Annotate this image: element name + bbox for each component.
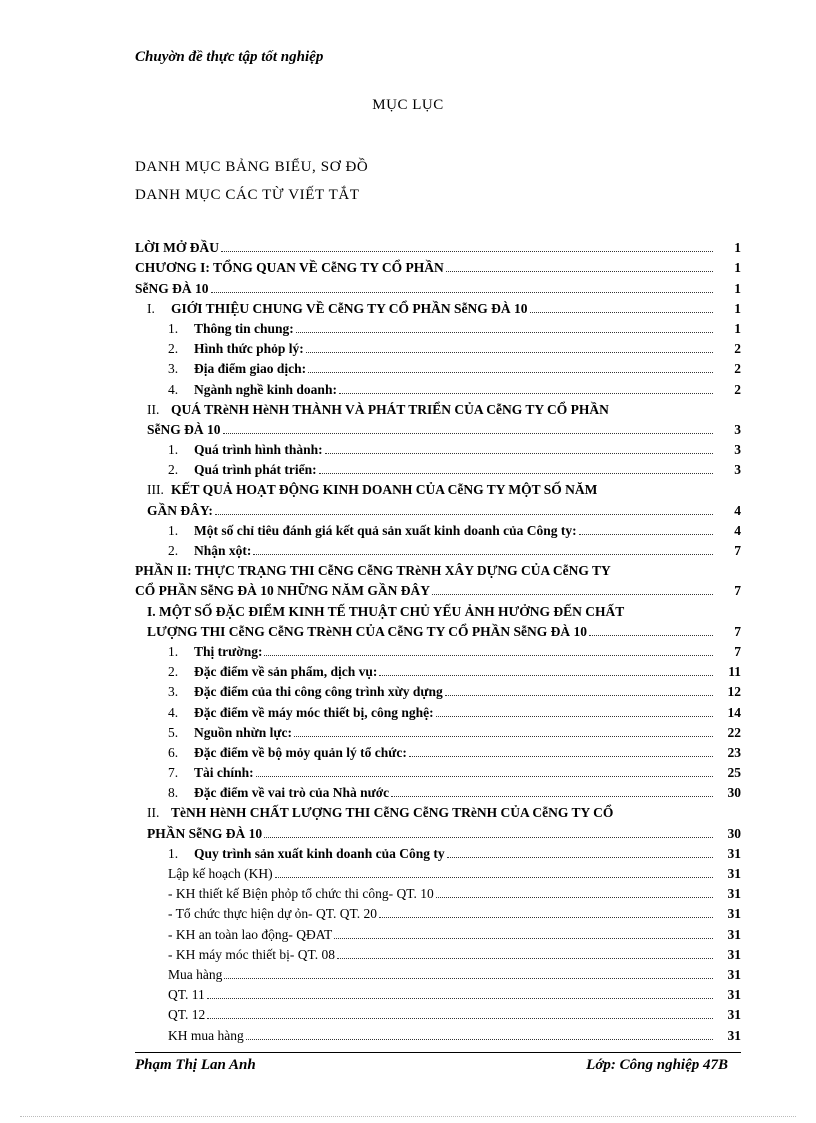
toc-entry[interactable] [135,519,741,539]
toc-entry-label: Mua hàng [168,966,223,982]
toc-entry-label: Nhận xột: [194,543,252,558]
toc-entry-page: 1 [734,280,741,296]
toc-entry-page: 22 [727,724,741,740]
toc-entry[interactable] [135,943,741,963]
toc-entry-page: 3 [734,421,741,437]
toc-entry-page: 1 [734,320,741,336]
toc-entry-page: 2 [734,341,741,357]
toc-entry[interactable] [135,700,741,720]
toc-entry[interactable] [135,660,741,680]
header-note: Chuyờn đề thực tập tốt nghiệp [135,49,324,65]
toc-entry[interactable] [135,559,741,579]
toc-entry-label: I. MỘT SỐ ĐẶC ĐIỂM KINH TẾ THUẬT CHỦ YẾU ẢNH HƯỞNG ĐẾN CHẤT [147,603,625,619]
toc-entry-label: SễNG ĐÀ 10 [147,421,221,437]
toc-entry-label: CỔ PHẦN SễNG ĐÀ 10 NHỮNG NĂM GẦN ĐÂY [135,583,430,599]
footer-author: Phạm Thị Lan Anh [135,1057,256,1073]
toc-entry-label: Một số chỉ tiêu đánh giá kết quả sản xuất kinh doanh của Công ty: [194,522,577,538]
toc-entry-label: - Tổ chức thực hiện dự ỏn- QT. QT. 20 [168,906,378,922]
toc-leader-dots [391,795,713,797]
toc-leader-dots [445,694,713,696]
toc-leader-dots [447,856,713,858]
table-of-contents [135,236,741,1044]
toc-leader-dots [253,553,713,555]
toc-entry-label: Đặc điểm của thi công công trình xừy dựng [194,684,443,700]
toc-entry-number: 1. [168,442,179,458]
toc-leader-dots [275,876,713,878]
toc-entry-number: 5. [168,724,179,740]
toc-leader-dots [296,331,713,333]
toc-entry-label: Đặc điểm về vai trò của Nhà nước [194,785,390,801]
toc-entry[interactable] [135,761,741,781]
toc-entry-page: 2 [734,361,741,377]
toc-entry-page: 14 [727,704,741,720]
toc-entry-number: 2. [168,543,179,558]
toc-entry[interactable] [135,821,741,841]
toc-entry[interactable] [135,478,741,498]
toc-entry-page: 30 [727,785,741,801]
toc-entry-roman: III. [147,482,164,498]
toc-leader-dots [436,896,713,898]
toc-entry[interactable] [135,498,741,518]
toc-entry-page: 11 [728,664,741,680]
toc-leader-dots [325,452,713,454]
footer-class: Lớp: Công nghiệp 47B [586,1057,728,1073]
toc-entry-label: - KH an toàn lao động- QĐAT [168,926,333,942]
toc-entry-page: 31 [727,866,741,881]
toc-entry[interactable] [135,741,741,761]
toc-entry-number: 4. [168,381,179,397]
toc-entry-label: Quá trình phát triển: [194,462,317,478]
toc-leader-dots [436,715,713,717]
toc-entry-page: 1 [734,300,741,316]
toc-entry[interactable] [135,539,741,559]
toc-entry[interactable] [135,297,741,317]
toc-entry-page: 4 [734,522,741,538]
toc-entry[interactable] [135,377,741,397]
toc-entry-label: Tài chính: [194,765,254,781]
toc-leader-dots [207,997,713,999]
toc-entry-label: Hình thức phỏp lý: [194,341,304,357]
toc-entry-number: 1. [168,522,179,538]
toc-leader-dots [211,291,714,293]
toc-entry-page: 12 [727,684,741,700]
toc-entry-page: 31 [727,906,741,922]
toc-entry[interactable] [135,902,741,922]
toc-leader-dots [224,977,713,979]
toc-leader-dots [530,311,713,313]
toc-entry-label: LỜI MỞ ĐẦU [135,240,219,256]
toc-entry[interactable] [135,1003,741,1023]
toc-entry-page: 31 [727,987,741,1003]
toc-entry-number: 4. [168,704,179,720]
toc-entry-label: KẾT QUẢ HOẠT ĐỘNG KINH DOANH CỦA CễNG TY MỘT SỐ NĂM [171,482,598,498]
toc-entry-label: Đặc điểm về sản phẩm, dịch vụ: [194,664,378,680]
toc-entry-page: 7 [734,623,741,639]
toc-entry-number: 1. [168,320,179,336]
toc-entry[interactable] [135,983,741,1003]
toc-entry-label: Đặc điểm về máy móc thiết bị, công nghệ: [194,704,434,720]
toc-entry-label: Địa điểm giao dịch: [194,361,307,377]
toc-entry-label: Đặc điểm về bộ mỏy quản lý tổ chức: [194,744,407,760]
toc-leader-dots [306,351,713,353]
toc-entry-number: 2. [168,462,179,478]
toc-entry[interactable] [135,337,741,357]
toc-entry-page: 25 [727,765,741,781]
toc-entry-number: 2. [168,664,179,680]
toc-entry-page: 7 [734,583,741,599]
toc-entry[interactable] [135,862,741,882]
toc-entry-label: - KH máy móc thiết bị- QT. 08 [168,946,335,962]
toc-entry-label: PHẦN II: THỰC TRẠNG THI CễNG CễNG TRèNH XÂY DỰNG CỦA CễNG TY [135,563,611,579]
toc-entry-number: 6. [168,744,179,760]
toc-entry[interactable] [135,882,741,902]
toc-entry-number: 2. [168,341,179,357]
toc-entry[interactable] [135,599,741,619]
toc-entry-number: 1. [168,643,179,659]
toc-entry[interactable] [135,680,741,700]
toc-entry[interactable] [135,640,741,660]
toc-entry-roman: I. [147,300,155,316]
toc-entry[interactable] [135,357,741,377]
toc-leader-dots [264,654,713,656]
toc-entry-page: 31 [727,1007,741,1023]
toc-entry[interactable] [135,438,741,458]
toc-entry[interactable] [135,620,741,640]
toc-leader-dots [379,916,713,918]
toc-entry-label: Quy trình sản xuất kinh doanh của Công ty [194,845,445,861]
toc-entry-label: QUÁ TRèNH HèNH THÀNH VÀ PHÁT TRIỂN CỦA CễNG TY CỔ PHẦN [171,401,609,417]
toc-entry-number: 1. [168,845,179,861]
toc-leader-dots [432,593,713,595]
toc-entry[interactable] [135,236,741,256]
toc-leader-dots [334,937,713,939]
toc-leader-dots [207,1017,713,1019]
toc-entry-label: QT. 12 [168,1007,206,1023]
toc-leader-dots [446,270,713,272]
toc-leader-dots [379,674,713,676]
toc-entry-number: 7. [168,765,179,781]
toc-entry[interactable] [135,721,741,741]
toc-entry[interactable] [135,963,741,983]
toc-entry-label: - KH thiết kế Biện phỏp tổ chức thi công- QT. 10 [168,886,434,902]
toc-entry[interactable] [135,781,741,801]
toc-leader-dots [337,957,713,959]
toc-entry[interactable] [135,398,741,418]
toc-entry-page: 1 [734,240,741,256]
toc-entry[interactable] [135,276,741,296]
toc-entry-label: Thị trường: [194,643,263,659]
toc-entry-label: CHƯƠNG I: TỔNG QUAN VỀ CễNG TY CỔ PHẦN [135,260,444,276]
toc-entry-label: SễNG ĐÀ 10 [135,280,209,296]
toc-entry-label: GẦN ĐÂY: [147,502,213,518]
toc-entry-page: 2 [734,381,741,397]
toc-entry[interactable] [135,458,741,478]
toc-entry-label: PHẦN SễNG ĐÀ 10 [147,825,263,841]
toc-entry-number: 3. [168,684,179,700]
toc-leader-dots [246,1038,713,1040]
toc-leader-dots [579,533,713,535]
front-matter-item: DANH MỤC CÁC TỪ VIẾT TẮT [135,187,360,203]
toc-entry-label: Nguồn nhừn lực: [194,724,292,740]
toc-leader-dots [308,371,713,373]
toc-entry[interactable] [135,579,741,599]
toc-entry-label: QT. 11 [168,987,205,1003]
toc-entry-page: 3 [734,442,741,458]
toc-leader-dots [264,836,713,838]
toc-entry-page: 1 [734,260,741,276]
toc-entry-page: 23 [727,744,741,760]
toc-entry[interactable] [135,801,741,821]
page-title: MỤC LỤC [372,97,444,113]
footer-divider [135,1052,741,1053]
toc-entry[interactable] [135,922,741,942]
toc-leader-dots [589,634,713,636]
toc-entry-label: LƯỢNG THI CễNG CễNG TRèNH CỦA CễNG TY CỔ PHẦN SễNG ĐÀ 10 [147,623,587,639]
toc-entry[interactable] [135,1023,741,1043]
toc-leader-dots [319,472,713,474]
toc-entry-label: TèNH HèNH CHẤT LƯỢNG THI CễNG CễNG TRèNH CỦA CễNG TY CỔ [171,805,614,821]
toc-entry-page: 31 [727,966,741,982]
toc-entry-label: Ngành nghề kinh doanh: [194,381,337,397]
toc-leader-dots [221,250,713,252]
front-matter-item: DANH MỤC BẢNG BIỂU, SƠ ĐỒ [135,159,369,175]
toc-entry[interactable] [135,256,741,276]
page-edge [20,1116,796,1117]
toc-entry-label: Lập kế hoạch (KH) [168,866,273,881]
toc-entry-page: 31 [727,926,741,942]
toc-entry[interactable] [135,842,741,862]
toc-entry-number: 8. [168,785,179,801]
toc-entry[interactable] [135,317,741,337]
toc-entry-roman: II. [147,805,160,821]
toc-entry-page: 3 [734,462,741,478]
toc-leader-dots [223,432,714,434]
toc-entry-label: KH mua hàng [168,1027,244,1043]
toc-leader-dots [339,392,713,394]
toc-entry-label: Quá trình hình thành: [194,442,323,458]
toc-entry-label: Thông tin chung: [194,320,294,336]
toc-entry-page: 31 [727,886,741,902]
toc-leader-dots [256,775,713,777]
toc-entry-page: 31 [727,845,741,861]
toc-entry-number: 3. [168,361,179,377]
toc-leader-dots [215,513,713,515]
toc-entry-page: 7 [734,543,741,558]
toc-leader-dots [409,755,713,757]
toc-entry-page: 30 [727,825,741,841]
toc-leader-dots [294,735,713,737]
toc-entry-page: 31 [727,1027,741,1043]
toc-entry[interactable] [135,418,741,438]
toc-entry-roman: II. [147,401,160,417]
toc-entry-page: 31 [727,946,741,962]
toc-entry-page: 7 [734,643,741,659]
toc-entry-label: GIỚI THIỆU CHUNG VỀ CễNG TY CỔ PHẦN SễNG ĐÀ 10 [171,300,528,316]
toc-entry-page: 4 [734,502,741,518]
